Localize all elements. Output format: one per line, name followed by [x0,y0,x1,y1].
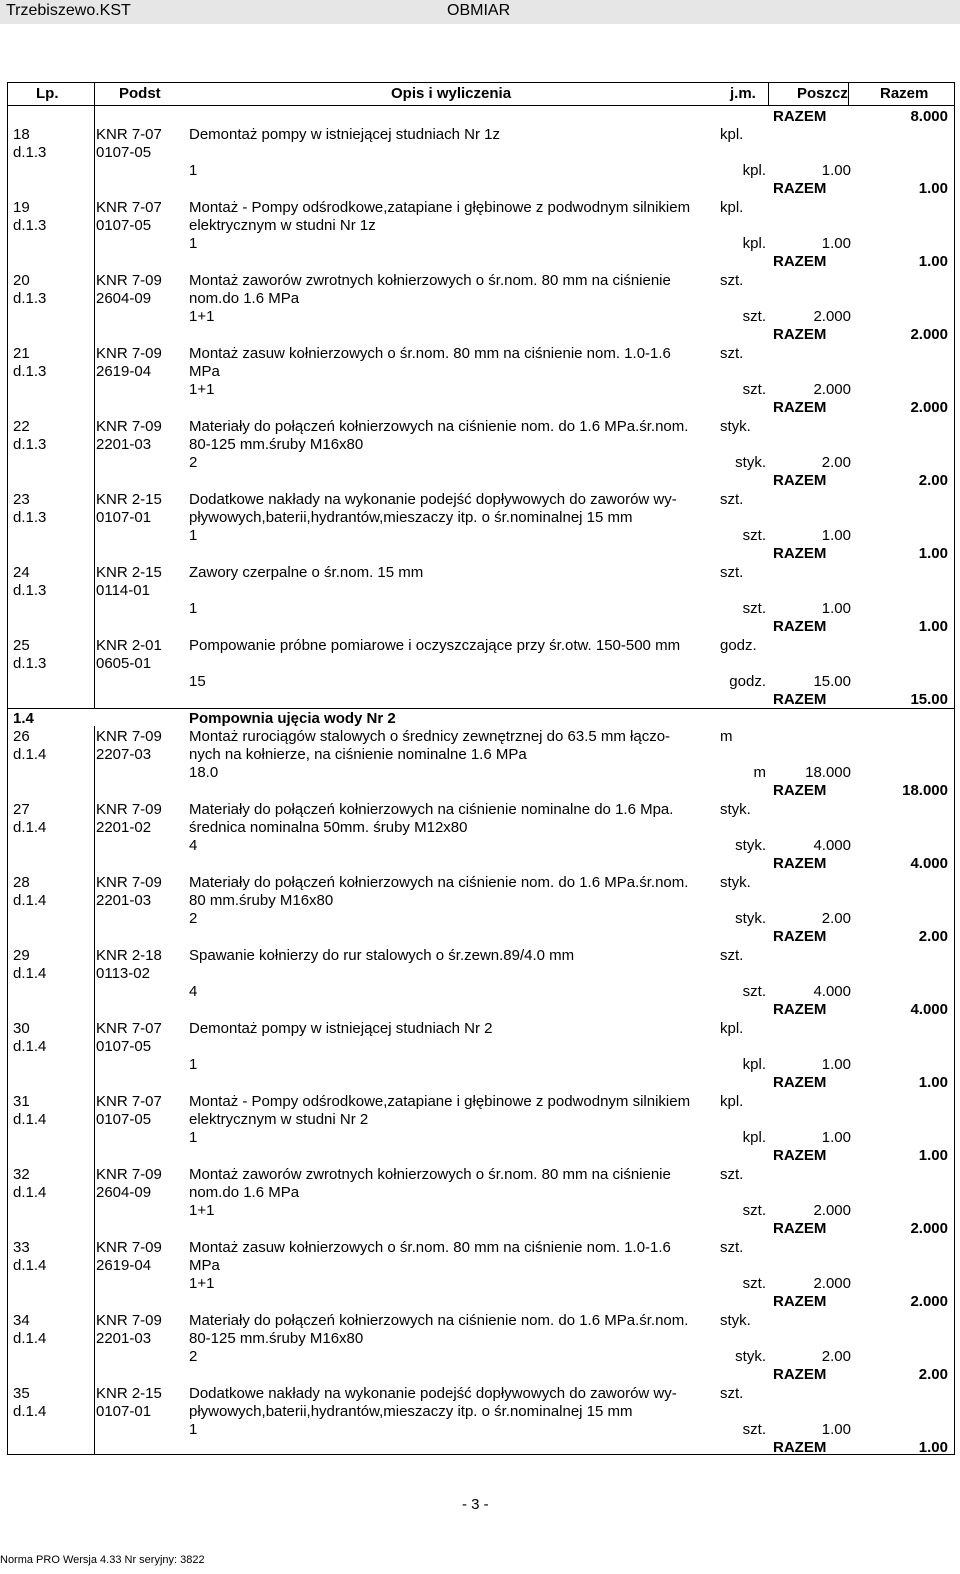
item-partial: 1.00 [821,235,851,252]
item-calc: 1 [189,162,198,179]
item-unit: styk. [720,801,751,818]
item-lp-ref: d.1.4 [13,1184,47,1201]
item-lp: 33 [13,1239,30,1256]
item-razem-value: 1.00 [918,180,948,197]
section-number: 1.4 [13,710,34,727]
item-partial: 1.00 [821,527,851,544]
item-lp-ref: d.1.3 [13,144,47,161]
item-razem-label: RAZEM [773,472,827,489]
item-description: średnica nominalna 50mm. śruby M12x80 [189,819,468,836]
item-podst-num: 0107-05 [96,217,152,234]
col-razem: Razem [880,85,929,102]
item-unit: szt. [720,1166,744,1183]
item-lp: 24 [13,564,30,581]
item-podst-code: KNR 7-09 [96,1166,162,1183]
item-podst-code: KNR 7-07 [96,126,162,143]
item-podst-num: 0107-05 [96,1111,152,1128]
item-razem-value: 2.000 [910,326,948,343]
item-podst-num: 0107-05 [96,144,152,161]
item-razem-value: 4.000 [910,855,948,872]
item-calc-unit: szt. [742,1421,766,1438]
item-description: nych na kołnierze, na ciśnienie nominalne 1.6 MPa [189,746,527,763]
item-unit: styk. [720,418,751,435]
item-calc: 2 [189,454,198,471]
item-calc-unit: szt. [742,983,766,1000]
item-razem-value: 4.000 [910,1001,948,1018]
column-divider [768,83,769,105]
item-razem-label: RAZEM [773,253,827,270]
item-razem-value: 1.00 [918,1439,948,1456]
item-description: Pompowanie próbne pomiarowe i oczyszczające przy śr.otw. 150-500 mm [189,637,681,654]
item-razem-label: RAZEM [773,618,827,635]
item-podst-num: 2207-03 [96,746,152,763]
item-unit: szt. [720,491,744,508]
item-podst-num: 2201-03 [96,436,152,453]
item-calc-unit: styk. [735,1348,766,1365]
item-description: Dodatkowe nakłady na wykonanie podejść dopływowych do zaworów wy- [189,1385,677,1402]
item-calc: 1 [189,235,198,252]
item-description: Materiały do połączeń kołnierzowych na ciśnienie nom. do 1.6 MPa.śr.nom. [189,418,689,435]
col-poszcz: Poszcz [797,85,848,102]
item-razem-value: 2.00 [918,928,948,945]
item-podst-num: 0107-01 [96,1403,152,1420]
item-partial: 4.000 [813,983,851,1000]
item-lp: 19 [13,199,30,216]
item-lp-ref: d.1.3 [13,582,47,599]
item-podst-code: KNR 7-09 [96,272,162,289]
item-calc-unit: szt. [742,527,766,544]
item-calc: 4 [189,837,198,854]
item-partial: 2.000 [813,1202,851,1219]
item-podst-code: KNR 7-09 [96,345,162,362]
item-description: Montaż - Pompy odśrodkowe,zatapiane i głębinowe z podwodnym silnikiem [189,199,691,216]
header-project: Trzebiszewo.KST [6,2,131,19]
item-description: Montaż rurociągów stalowych o średnicy zewnętrznej do 63.5 mm łączo- [189,728,671,745]
item-podst-code: KNR 2-01 [96,637,162,654]
item-calc-unit: szt. [742,600,766,617]
item-podst-num: 2619-04 [96,363,152,380]
item-unit: styk. [720,874,751,891]
item-lp-ref: d.1.4 [13,1330,47,1347]
col-opis: Opis i wyliczenia [391,85,512,102]
item-calc: 1+1 [189,308,215,325]
item-lp: 27 [13,801,30,818]
col-lp: Lp. [36,85,59,102]
item-razem-label: RAZEM [773,545,827,562]
item-description: Demontaż pompy w istniejącej studniach Nr 1z [189,126,500,143]
item-razem-label: RAZEM [773,855,827,872]
item-calc: 15 [189,673,206,690]
razem-label: RAZEM [773,108,827,125]
item-razem-value: 1.00 [918,545,948,562]
item-podst-num: 2619-04 [96,1257,152,1274]
item-description: Spawanie kołnierzy do rur stalowych o śr.zewn.89/4.0 mm [189,947,575,964]
top-bar [0,0,960,24]
item-description: Materiały do połączeń kołnierzowych na ciśnienie nom. do 1.6 MPa.śr.nom. [189,874,689,891]
item-razem-value: 2.000 [910,1220,948,1237]
item-lp-ref: d.1.4 [13,819,47,836]
item-calc: 1+1 [189,381,215,398]
item-description: Montaż - Pompy odśrodkowe,zatapiane i głębinowe z podwodnym silnikiem [189,1093,691,1110]
item-description: Montaż zaworów zwrotnych kołnierzowych o śr.nom. 80 mm na ciśnienie [189,272,671,289]
item-razem-value: 1.00 [918,253,948,270]
item-lp: 21 [13,345,30,362]
item-partial: 1.00 [821,1421,851,1438]
item-partial: 1.00 [821,1129,851,1146]
item-unit: szt. [720,1239,744,1256]
item-unit: styk. [720,1312,751,1329]
item-calc-unit: styk. [735,837,766,854]
item-lp-ref: d.1.4 [13,892,47,909]
item-partial: 2.000 [813,1275,851,1292]
item-podst-code: KNR 2-15 [96,1385,162,1402]
item-description: 80 mm.śruby M16x80 [189,892,334,909]
item-description: nom.do 1.6 MPa [189,290,300,307]
item-calc-unit: kpl. [742,235,766,252]
item-calc: 1 [189,1056,198,1073]
item-podst-code: KNR 7-09 [96,418,162,435]
item-description: elektrycznym w studni Nr 2 [189,1111,369,1128]
item-podst-num: 0107-05 [96,1038,152,1055]
item-lp-ref: d.1.4 [13,1403,47,1420]
item-calc-unit: szt. [742,381,766,398]
item-razem-label: RAZEM [773,1147,827,1164]
top-total: 8.000 [910,108,948,125]
item-lp-ref: d.1.3 [13,509,47,526]
item-podst-num: 0113-02 [96,965,150,982]
item-lp-ref: d.1.3 [13,363,47,380]
item-lp: 28 [13,874,30,891]
item-partial: 2.00 [821,1348,851,1365]
item-lp: 25 [13,637,30,654]
item-lp-ref: d.1.4 [13,1257,47,1274]
item-calc: 1 [189,527,198,544]
item-description: pływowych,baterii,hydrantów,mieszaczy itp. o śr.nominalnej 15 mm [189,509,633,526]
item-lp: 18 [13,126,30,143]
column-divider [848,83,849,105]
item-podst-code: KNR 7-09 [96,801,162,818]
item-unit: kpl. [720,1093,744,1110]
item-description: Materiały do połączeń kołnierzowych na ciśnienie nominalne do 1.6 Mpa. [189,801,674,818]
item-podst-code: KNR 2-18 [96,947,162,964]
item-lp-ref: d.1.3 [13,290,47,307]
header-doc-title: OBMIAR [447,2,511,19]
item-razem-label: RAZEM [773,1439,827,1456]
item-podst-code: KNR 7-09 [96,728,162,745]
column-divider [94,83,95,708]
item-razem-value: 1.00 [918,618,948,635]
item-podst-code: KNR 2-15 [96,491,162,508]
item-calc-unit: m [753,764,766,781]
item-description: Montaż zasuw kołnierzowych o śr.nom. 80 mm na ciśnienie nom. 1.0-1.6 [189,345,671,362]
item-unit: szt. [720,947,744,964]
item-podst-code: KNR 7-07 [96,1020,162,1037]
item-lp-ref: d.1.3 [13,217,47,234]
item-razem-label: RAZEM [773,1074,827,1091]
item-lp-ref: d.1.4 [13,965,47,982]
row-divider [8,708,954,709]
item-podst-num: 0114-01 [96,582,150,599]
item-partial: 15.00 [813,673,851,690]
item-razem-value: 2.00 [918,1366,948,1383]
item-description: 80-125 mm.śruby M16x80 [189,1330,364,1347]
item-unit: kpl. [720,199,744,216]
item-calc: 1 [189,1421,198,1438]
item-calc-unit: szt. [742,308,766,325]
item-partial: 1.00 [821,162,851,179]
item-unit: m [720,728,733,745]
item-razem-label: RAZEM [773,399,827,416]
item-lp: 31 [13,1093,30,1110]
item-lp: 22 [13,418,30,435]
item-lp: 32 [13,1166,30,1183]
item-unit: godz. [720,637,757,654]
item-podst-code: KNR 7-07 [96,199,162,216]
item-description: Dodatkowe nakłady na wykonanie podejść dopływowych do zaworów wy- [189,491,677,508]
col-podst: Podst [119,85,161,102]
item-calc: 2 [189,910,198,927]
item-calc-unit: szt. [742,1202,766,1219]
item-razem-label: RAZEM [773,928,827,945]
item-description: Demontaż pompy w istniejącej studniach Nr 2 [189,1020,493,1037]
item-lp: 34 [13,1312,30,1329]
item-razem-value: 1.00 [918,1074,948,1091]
item-unit: szt. [720,272,744,289]
item-razem-value: 2.000 [910,1293,948,1310]
item-podst-num: 2201-03 [96,1330,152,1347]
item-calc: 1+1 [189,1202,215,1219]
table-header [8,83,954,106]
item-description: elektrycznym w studni Nr 1z [189,217,376,234]
item-calc: 1+1 [189,1275,215,1292]
item-podst-code: KNR 7-09 [96,874,162,891]
item-lp: 26 [13,728,30,745]
item-partial: 1.00 [821,600,851,617]
item-razem-label: RAZEM [773,1220,827,1237]
item-partial: 2.000 [813,381,851,398]
item-lp-ref: d.1.4 [13,1038,47,1055]
item-lp: 30 [13,1020,30,1037]
item-calc-unit: godz. [729,673,766,690]
item-description: MPa [189,1257,220,1274]
item-razem-value: 2.00 [918,472,948,489]
item-podst-num: 0107-01 [96,509,152,526]
page-number: - 3 - [462,1496,489,1513]
item-calc-unit: styk. [735,910,766,927]
item-description: Zawory czerpalne o śr.nom. 15 mm [189,564,424,581]
item-lp-ref: d.1.4 [13,1111,47,1128]
item-lp: 20 [13,272,30,289]
item-calc-unit: styk. [735,454,766,471]
item-lp: 23 [13,491,30,508]
item-calc: 2 [189,1348,198,1365]
item-calc: 1 [189,600,198,617]
item-partial: 4.000 [813,837,851,854]
item-podst-code: KNR 7-07 [96,1093,162,1110]
item-calc: 1 [189,1129,198,1146]
item-razem-label: RAZEM [773,1293,827,1310]
item-unit: szt. [720,1385,744,1402]
item-calc-unit: kpl. [742,162,766,179]
item-description: nom.do 1.6 MPa [189,1184,300,1201]
item-razem-value: 1.00 [918,1147,948,1164]
item-razem-label: RAZEM [773,180,827,197]
item-lp-ref: d.1.4 [13,746,47,763]
item-podst-num: 2604-09 [96,1184,152,1201]
item-description: MPa [189,363,220,380]
item-calc: 4 [189,983,198,1000]
item-razem-label: RAZEM [773,782,827,799]
item-description: pływowych,baterii,hydrantów,mieszaczy itp. o śr.nominalnej 15 mm [189,1403,633,1420]
item-podst-code: KNR 7-09 [96,1312,162,1329]
item-razem-value: 15.00 [910,691,948,708]
footer-software: Norma PRO Wersja 4.33 Nr seryjny: 3822 [0,1554,205,1566]
item-razem-value: 18.000 [902,782,948,799]
item-podst-code: KNR 7-09 [96,1239,162,1256]
item-podst-num: 0605-01 [96,655,152,672]
item-lp-ref: d.1.3 [13,436,47,453]
item-podst-num: 2201-03 [96,892,152,909]
item-unit: szt. [720,564,744,581]
item-razem-value: 2.000 [910,399,948,416]
item-lp: 35 [13,1385,30,1402]
item-unit: szt. [720,345,744,362]
item-lp: 29 [13,947,30,964]
item-razem-label: RAZEM [773,1001,827,1018]
item-calc-unit: szt. [742,1275,766,1292]
item-lp-ref: d.1.3 [13,655,47,672]
item-razem-label: RAZEM [773,1366,827,1383]
item-description: Montaż zasuw kołnierzowych o śr.nom. 80 mm na ciśnienie nom. 1.0-1.6 [189,1239,671,1256]
item-partial: 2.00 [821,454,851,471]
item-razem-label: RAZEM [773,326,827,343]
item-unit: kpl. [720,1020,744,1037]
item-calc-unit: kpl. [742,1056,766,1073]
item-description: 80-125 mm.śruby M16x80 [189,436,364,453]
col-jm: j.m. [730,85,756,102]
section-title: Pompownia ujęcia wody Nr 2 [189,710,396,727]
item-description: Montaż zaworów zwrotnych kołnierzowych o śr.nom. 80 mm na ciśnienie [189,1166,671,1183]
item-razem-label: RAZEM [773,691,827,708]
item-partial: 18.000 [805,764,851,781]
column-divider [94,726,95,1454]
item-partial: 1.00 [821,1056,851,1073]
item-partial: 2.000 [813,308,851,325]
item-calc-unit: kpl. [742,1129,766,1146]
item-podst-num: 2201-02 [96,819,152,836]
item-description: Materiały do połączeń kołnierzowych na ciśnienie nom. do 1.6 MPa.śr.nom. [189,1312,689,1329]
cost-table [7,82,955,1455]
item-calc: 18.0 [189,764,219,781]
item-podst-num: 2604-09 [96,290,152,307]
item-unit: kpl. [720,126,744,143]
item-partial: 2.00 [821,910,851,927]
item-podst-code: KNR 2-15 [96,564,162,581]
